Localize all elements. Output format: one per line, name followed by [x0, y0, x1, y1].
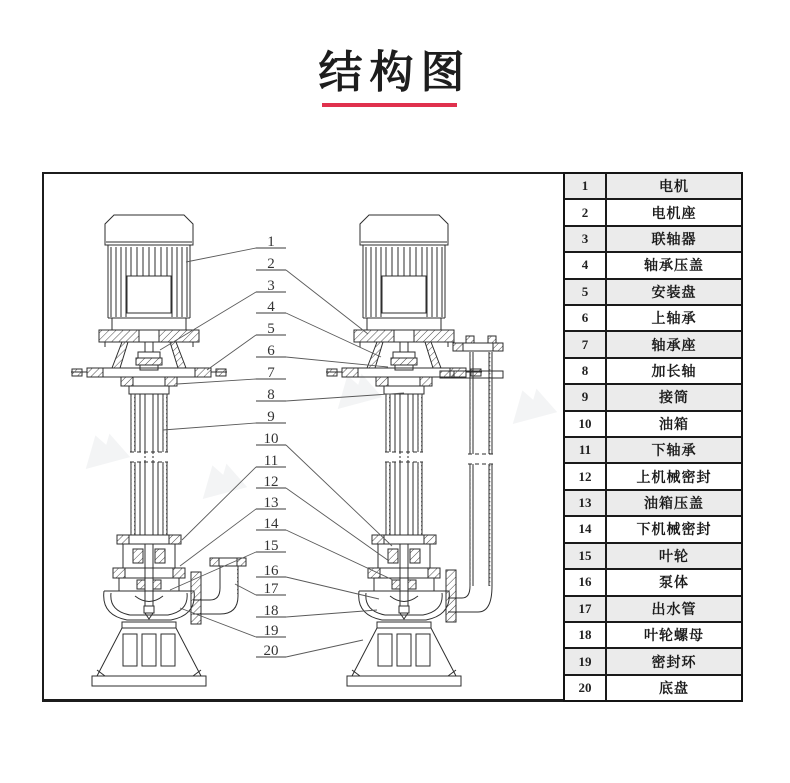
part-label-16: 16	[263, 563, 279, 579]
table-row	[565, 278, 741, 304]
table-row	[565, 568, 741, 594]
part-name-cell: 出水管	[651, 602, 697, 618]
part-number-cell: 20	[565, 676, 607, 700]
part-label-2: 2	[267, 256, 275, 272]
part-name-cell: 叶轮螺母	[644, 629, 704, 645]
part-name-cell: 电机	[659, 180, 689, 196]
part-number-cell: 4	[565, 253, 607, 277]
part-label-3: 3	[267, 278, 275, 294]
parts-table	[563, 172, 743, 702]
part-label-1: 1	[267, 234, 275, 250]
part-number-cell: 17	[565, 597, 607, 621]
part-label-13: 13	[263, 495, 279, 511]
table-row	[565, 330, 741, 356]
part-number-cell: 18	[565, 623, 607, 647]
part-name-cell: 安装盘	[651, 285, 697, 301]
part-label-8: 8	[267, 387, 275, 403]
table-row	[565, 251, 741, 277]
part-name-cell: 电机座	[651, 206, 697, 222]
part-name-cell: 泵体	[659, 576, 689, 592]
part-label-20: 20	[263, 643, 279, 659]
table-row	[565, 174, 741, 198]
part-number-cell: 14	[565, 517, 607, 541]
table-row	[565, 357, 741, 383]
table-row	[565, 489, 741, 515]
part-number-cell: 10	[565, 412, 607, 436]
part-number-cell: 12	[565, 464, 607, 488]
part-number-cell: 19	[565, 649, 607, 673]
table-row	[565, 647, 741, 673]
part-name-cell: 轴承座	[651, 338, 697, 354]
page-title: 结构图	[318, 48, 472, 97]
part-name-cell: 底盘	[659, 681, 689, 697]
part-name-cell: 油箱	[659, 417, 689, 433]
part-label-11: 11	[263, 453, 279, 469]
part-name-cell: 叶轮	[659, 549, 689, 565]
part-label-19: 19	[263, 623, 279, 639]
part-name-cell: 接筒	[659, 391, 689, 407]
part-name-cell: 密封环	[651, 655, 697, 671]
table-row	[565, 410, 741, 436]
table-row	[565, 462, 741, 488]
part-label-5: 5	[267, 321, 275, 337]
part-name-cell: 下机械密封	[636, 523, 712, 539]
part-name-cell: 上机械密封	[636, 470, 712, 486]
table-row	[565, 383, 741, 409]
part-number-cell: 7	[565, 332, 607, 356]
table-row	[565, 198, 741, 224]
part-name-cell: 油箱压盖	[644, 497, 704, 513]
part-number-cell: 3	[565, 227, 607, 251]
table-row	[565, 515, 741, 541]
part-label-15: 15	[263, 538, 279, 554]
part-number-cell: 8	[565, 359, 607, 383]
table-row	[565, 225, 741, 251]
table-row	[565, 674, 741, 700]
part-number-cell: 16	[565, 570, 607, 594]
part-name-cell: 上轴承	[651, 312, 697, 328]
part-number-cell: 15	[565, 544, 607, 568]
part-name-cell: 下轴承	[651, 444, 697, 460]
part-number-cell: 13	[565, 491, 607, 515]
part-number-cell: 1	[565, 174, 607, 198]
part-number-cell: 11	[565, 438, 607, 462]
part-label-9: 9	[267, 409, 275, 425]
part-name-cell: 加长轴	[651, 365, 697, 381]
part-label-7: 7	[267, 365, 275, 381]
part-label-10: 10	[263, 431, 279, 447]
part-number-cell: 6	[565, 306, 607, 330]
part-number-cell: 5	[565, 280, 607, 304]
part-label-17: 17	[263, 581, 279, 597]
table-row	[565, 595, 741, 621]
part-label-4: 4	[267, 299, 275, 315]
table-row	[565, 304, 741, 330]
part-label-6: 6	[267, 343, 275, 359]
part-label-12: 12	[263, 474, 279, 490]
part-name-cell: 轴承压盖	[644, 259, 704, 275]
part-label-18: 18	[263, 603, 279, 619]
table-row	[565, 621, 741, 647]
table-row	[565, 436, 741, 462]
part-number-cell: 9	[565, 385, 607, 409]
part-name-cell: 联轴器	[651, 233, 697, 249]
part-label-14: 14	[263, 516, 279, 532]
table-row	[565, 542, 741, 568]
part-number-cell: 2	[565, 200, 607, 224]
